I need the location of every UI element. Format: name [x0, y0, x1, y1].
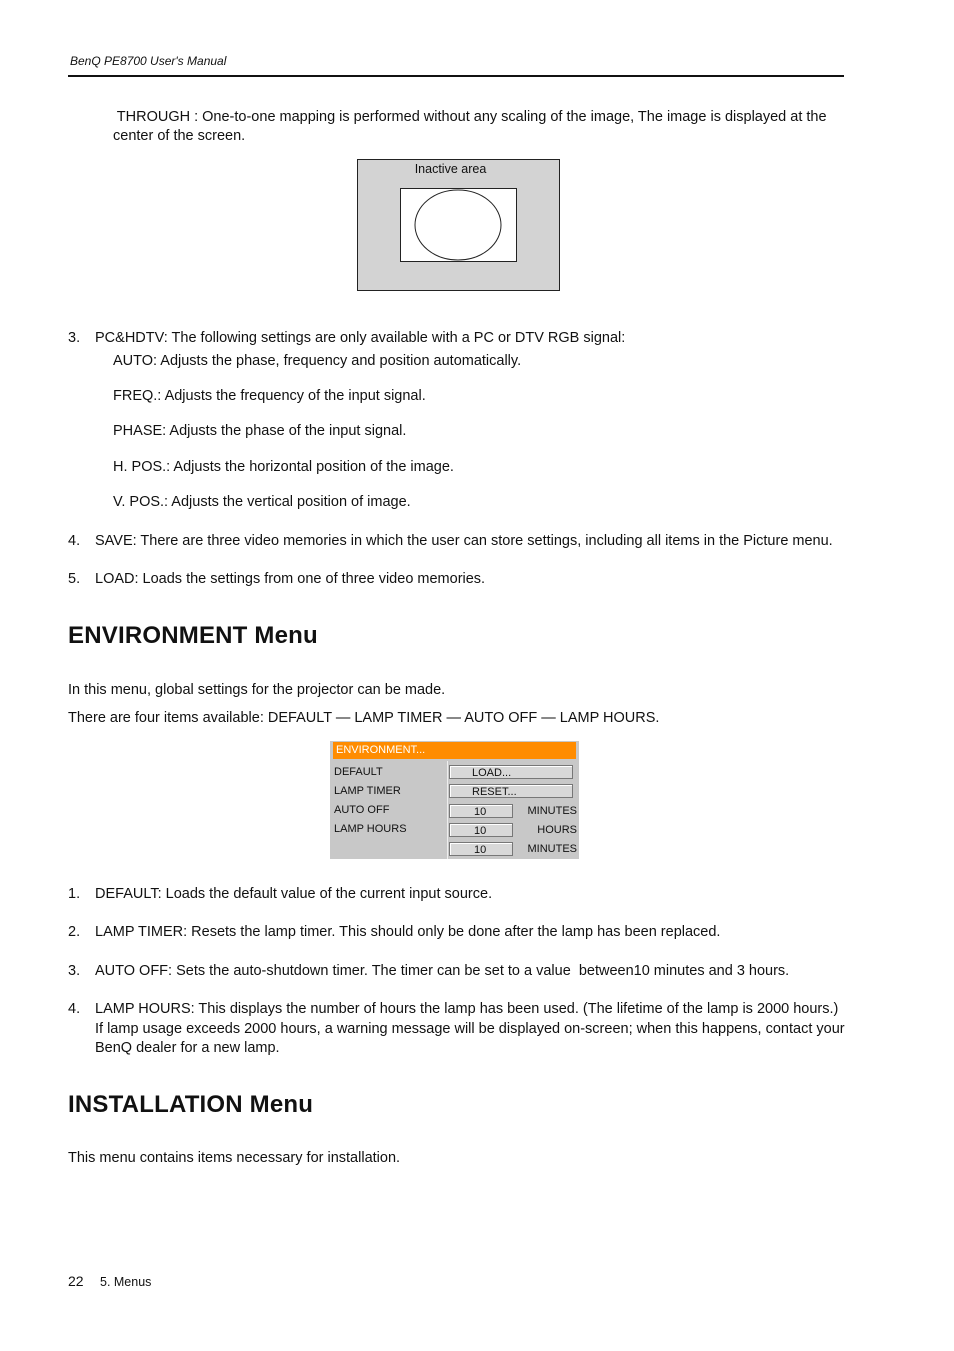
osd-auto-off-value[interactable]: 10 — [449, 804, 513, 818]
env-item-lamp-hours-line-2: If lamp usage exceeds 2000 hours, a warning message will be displayed on-screen; when this happens, contact your — [95, 1021, 845, 1037]
header-rule — [68, 75, 844, 77]
active-image-area — [400, 188, 517, 262]
item-number: 4. — [68, 1001, 81, 1017]
item-number: 4. — [68, 533, 81, 549]
osd-extra-value: 10 — [449, 842, 513, 856]
footer-section: 5. Menus — [100, 1275, 152, 1289]
item-number: 3. — [68, 963, 81, 979]
sub-phase: PHASE: Adjusts the phase of the input signal. — [113, 423, 407, 439]
installation-heading: INSTALLATION Menu — [68, 1091, 314, 1118]
osd-label-auto-off: AUTO OFF — [334, 804, 390, 816]
osd-reset-button[interactable]: RESET... — [449, 784, 573, 798]
osd-divider — [447, 761, 448, 859]
item-load: LOAD: Loads the settings from one of three video memories. — [95, 571, 486, 587]
osd-title: ENVIRONMENT... — [333, 742, 576, 759]
environment-intro-1: In this menu, global settings for the projector can be made. — [68, 682, 446, 698]
item-number: 1. — [68, 886, 81, 902]
sub-freq: FREQ.: Adjusts the frequency of the input signal. — [113, 388, 426, 404]
env-item-default: DEFAULT: Loads the default value of the current input source. — [95, 886, 493, 902]
osd-label-lamp-timer: LAMP TIMER — [334, 785, 401, 797]
page-number: 22 — [68, 1273, 84, 1289]
item-save: SAVE: There are three video memories in which the user can store settings, including all items in the Picture menu. — [95, 533, 833, 549]
osd-label-default: DEFAULT — [334, 766, 383, 778]
osd-extra-unit: MINUTES — [527, 843, 577, 855]
osd-load-button[interactable]: LOAD... — [449, 765, 573, 779]
environment-osd-menu — [330, 741, 579, 859]
image-circle-icon — [401, 189, 516, 261]
item-number: 5. — [68, 571, 81, 587]
osd-lamp-hours-value: 10 — [449, 823, 513, 837]
env-item-lamp-hours-line-1: LAMP HOURS: This displays the number of hours the lamp has been used. (The lifetime of the lamp is 2000 hours.) — [95, 1001, 839, 1017]
environment-heading: ENVIRONMENT Menu — [68, 622, 318, 649]
osd-auto-off-unit: MINUTES — [527, 805, 577, 817]
through-line-2: center of the screen. — [113, 128, 246, 144]
osd-label-lamp-hours: LAMP HOURS — [334, 823, 407, 835]
environment-intro-2: There are four items available: DEFAULT — LAMP TIMER — AUTO OFF — LAMP HOURS. — [68, 710, 660, 726]
inactive-area-label: Inactive area — [414, 162, 487, 176]
env-item-lamp-hours-line-3: BenQ dealer for a new lamp. — [95, 1040, 280, 1056]
through-diagram — [357, 159, 560, 291]
env-item-lamp-timer: LAMP TIMER: Resets the lamp timer. This should only be done after the lamp has been replaced. — [95, 924, 721, 940]
through-line-1: THROUGH : One-to-one mapping is performed without any scaling of the image, The image is displayed at the — [113, 109, 827, 125]
osd-lamp-hours-unit: HOURS — [537, 824, 577, 836]
sub-auto: AUTO: Adjusts the phase, frequency and position automatically. — [113, 353, 522, 369]
item-number: 2. — [68, 924, 81, 940]
sub-vpos: V. POS.: Adjusts the vertical position of image. — [113, 494, 411, 510]
env-item-auto-off: AUTO OFF: Sets the auto-shutdown timer. The timer can be set to a value between10 minutes and 3 hours. — [95, 963, 790, 979]
installation-intro: This menu contains items necessary for installation. — [68, 1150, 401, 1166]
manual-header-title: BenQ PE8700 User's Manual — [70, 54, 227, 68]
item-number: 3. — [68, 330, 81, 346]
item-pc-hdtv: PC&HDTV: The following settings are only available with a PC or DTV RGB signal: — [95, 330, 626, 346]
sub-hpos: H. POS.: Adjusts the horizontal position of the image. — [113, 459, 454, 475]
